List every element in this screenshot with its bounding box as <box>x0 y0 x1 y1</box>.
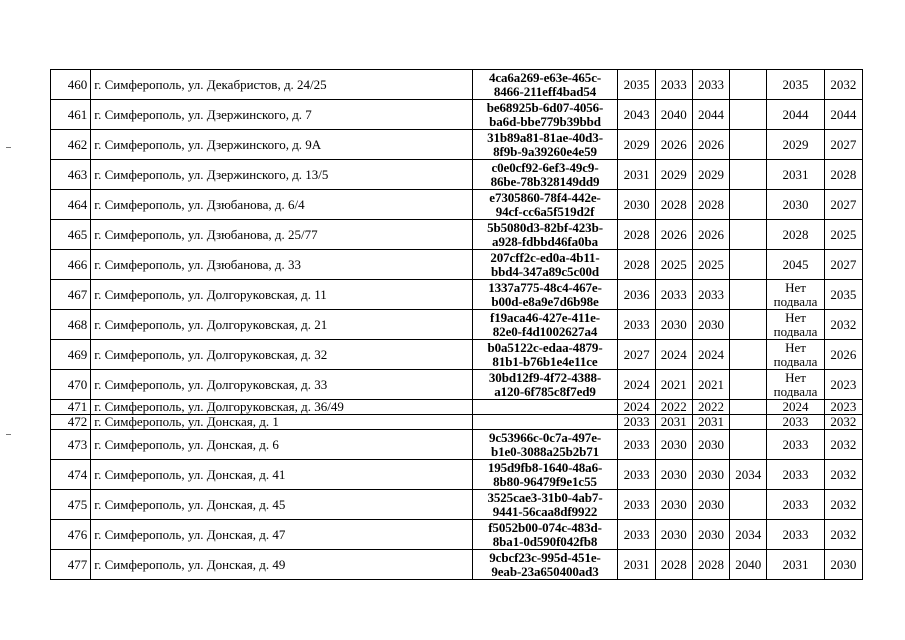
year-cell: 2026 <box>692 130 729 160</box>
basement-year-cell <box>767 220 824 250</box>
year-cell: 2031 <box>692 415 729 430</box>
row-number-cell: 462 <box>51 130 91 160</box>
year-cell <box>730 70 767 100</box>
year-cell: 2033 <box>618 520 655 550</box>
year-cell <box>730 250 767 280</box>
basement-year-cell-line: Нет <box>785 309 806 325</box>
year-cell: 2040 <box>655 100 692 130</box>
year-cell: 2026 <box>655 220 692 250</box>
address-cell: г. Симферополь, ул. Дзержинского, д. 7 <box>91 100 472 130</box>
table-row <box>51 130 863 160</box>
uid-cell <box>472 280 618 310</box>
uid-cell-line: 94cf-cc6a5f519d2f <box>495 203 595 219</box>
table-row <box>51 400 863 415</box>
basement-year-cell-line: 2030 <box>782 196 809 212</box>
year-cell: 2044 <box>692 100 729 130</box>
year-cell: 2040 <box>730 550 767 580</box>
basement-year-cell-line: 2045 <box>782 256 809 272</box>
basement-year-cell-line: подвала <box>773 323 818 339</box>
basement-year-cell-line: подвала <box>773 383 818 399</box>
basement-year-cell <box>767 490 824 520</box>
basement-year-cell <box>767 550 824 580</box>
uid-cell <box>472 310 618 340</box>
year-cell: 2035 <box>618 70 655 100</box>
year-cell: 2032 <box>824 70 862 100</box>
year-cell: 2026 <box>824 340 862 370</box>
address-cell: г. Симферополь, ул. Донская, д. 41 <box>91 460 472 490</box>
row-number-cell: 461 <box>51 100 91 130</box>
address-cell: г. Симферополь, ул. Дзюбанова, д. 25/77 <box>91 220 472 250</box>
year-cell <box>730 130 767 160</box>
year-cell: 2030 <box>692 460 729 490</box>
year-cell: 2030 <box>655 460 692 490</box>
year-cell <box>730 280 767 310</box>
address-cell: г. Симферополь, ул. Долгоруковская, д. 11 <box>91 280 472 310</box>
basement-year-cell <box>767 370 824 400</box>
basement-year-cell <box>767 100 824 130</box>
row-number-cell: 463 <box>51 160 91 190</box>
uid-cell <box>472 370 618 400</box>
basement-year-cell-line: 2033 <box>782 414 809 429</box>
address-cell: г. Симферополь, ул. Дзержинского, д. 9А <box>91 130 472 160</box>
margin-mark-top <box>6 147 11 148</box>
basement-year-cell <box>767 70 824 100</box>
registry-table <box>50 69 863 580</box>
uid-cell-line: 9cbcf23c-995d-451e- <box>489 549 601 565</box>
year-cell: 2025 <box>824 220 862 250</box>
row-number-cell: 477 <box>51 550 91 580</box>
basement-year-cell-line: Нет <box>785 369 806 385</box>
row-number-cell: 465 <box>51 220 91 250</box>
basement-year-cell-line: Нет <box>785 279 806 295</box>
uid-cell-line: 81b1-b76b1e4e11ce <box>492 353 598 369</box>
uid-cell-line: 8f9b-9a39260e4e59 <box>493 143 597 159</box>
table-row <box>51 220 863 250</box>
year-cell: 2026 <box>692 220 729 250</box>
year-cell: 2021 <box>655 370 692 400</box>
basement-year-cell <box>767 460 824 490</box>
uid-cell <box>472 340 618 370</box>
basement-year-cell <box>767 415 824 430</box>
year-cell: 2036 <box>618 280 655 310</box>
year-cell: 2033 <box>618 310 655 340</box>
year-cell: 2028 <box>618 220 655 250</box>
table-row <box>51 100 863 130</box>
year-cell: 2024 <box>618 370 655 400</box>
year-cell: 2027 <box>618 340 655 370</box>
year-cell: 2028 <box>618 250 655 280</box>
year-cell: 2027 <box>824 130 862 160</box>
uid-cell-line: e7305860-78f4-442e- <box>489 189 601 205</box>
year-cell: 2032 <box>824 310 862 340</box>
year-cell: 2022 <box>655 400 692 415</box>
year-cell: 2033 <box>655 280 692 310</box>
uid-cell-line: b00d-e8a9e7d6b98e <box>491 293 599 309</box>
year-cell: 2030 <box>692 430 729 460</box>
basement-year-cell-line: 2035 <box>782 76 809 92</box>
year-cell <box>730 400 767 415</box>
uid-cell-line: 8b80-96479f9e1c55 <box>493 473 597 489</box>
basement-year-cell <box>767 430 824 460</box>
address-cell: г. Симферополь, ул. Донская, д. 45 <box>91 490 472 520</box>
year-cell <box>730 340 767 370</box>
year-cell: 2028 <box>655 550 692 580</box>
address-cell: г. Симферополь, ул. Донская, д. 1 <box>91 415 472 430</box>
year-cell: 2035 <box>824 280 862 310</box>
uid-cell <box>472 490 618 520</box>
table-row <box>51 460 863 490</box>
year-cell: 2030 <box>655 520 692 550</box>
basement-year-cell <box>767 160 824 190</box>
basement-year-cell-line: 2033 <box>782 496 809 512</box>
table-row <box>51 190 863 220</box>
uid-cell <box>472 460 618 490</box>
uid-cell <box>472 190 618 220</box>
basement-year-cell-line: 2028 <box>782 226 809 242</box>
uid-cell-line: c0e0cf92-6ef3-49c9- <box>491 159 599 175</box>
table-row <box>51 370 863 400</box>
year-cell: 2029 <box>692 160 729 190</box>
year-cell: 2033 <box>692 280 729 310</box>
basement-year-cell-line: 2031 <box>782 166 809 182</box>
year-cell: 2026 <box>655 130 692 160</box>
year-cell <box>730 160 767 190</box>
uid-cell-line: 5b5080d3-82bf-423b- <box>487 219 603 235</box>
year-cell: 2030 <box>692 520 729 550</box>
basement-year-cell-line: 2033 <box>782 466 809 482</box>
year-cell: 2025 <box>692 250 729 280</box>
row-number-cell: 460 <box>51 70 91 100</box>
uid-cell-line: 9c53966c-0c7a-497e- <box>488 429 602 445</box>
year-cell: 2032 <box>824 415 862 430</box>
table-row <box>51 280 863 310</box>
year-cell: 2033 <box>618 460 655 490</box>
year-cell <box>730 100 767 130</box>
year-cell: 2030 <box>655 490 692 520</box>
year-cell: 2030 <box>655 430 692 460</box>
row-number-cell: 471 <box>51 400 91 415</box>
year-cell: 2025 <box>655 250 692 280</box>
uid-cell <box>472 130 618 160</box>
basement-year-cell <box>767 280 824 310</box>
year-cell: 2032 <box>824 430 862 460</box>
address-cell: г. Симферополь, ул. Донская, д. 49 <box>91 550 472 580</box>
year-cell: 2033 <box>618 415 655 430</box>
year-cell <box>730 490 767 520</box>
uid-cell <box>472 220 618 250</box>
address-cell: г. Симферополь, ул. Долгоруковская, д. 32 <box>91 340 472 370</box>
basement-year-cell-line: 2033 <box>782 526 809 542</box>
year-cell: 2033 <box>618 430 655 460</box>
year-cell: 2033 <box>655 70 692 100</box>
uid-cell-line: a120-6f785c8f7ed9 <box>494 383 596 399</box>
uid-cell <box>472 400 618 415</box>
year-cell: 2034 <box>730 460 767 490</box>
year-cell: 2029 <box>655 160 692 190</box>
year-cell <box>730 310 767 340</box>
uid-cell-line: 86be-78b328149dd9 <box>490 173 600 189</box>
row-number-cell: 475 <box>51 490 91 520</box>
address-cell: г. Симферополь, ул. Донская, д. 47 <box>91 520 472 550</box>
basement-year-cell-line: подвала <box>773 353 818 369</box>
uid-cell-line: f19aca46-427e-411e- <box>490 309 601 325</box>
address-cell: г. Симферополь, ул. Дзюбанова, д. 33 <box>91 250 472 280</box>
year-cell <box>730 430 767 460</box>
uid-cell-line: 8ba1-0d590f042fb8 <box>492 533 598 549</box>
registry-rows <box>51 70 863 580</box>
basement-year-cell <box>767 400 824 415</box>
row-number-cell: 474 <box>51 460 91 490</box>
address-cell: г. Симферополь, ул. Декабристов, д. 24/25 <box>91 70 472 100</box>
address-cell: г. Симферополь, ул. Дзержинского, д. 13/5 <box>91 160 472 190</box>
year-cell: 2030 <box>618 190 655 220</box>
basement-year-cell-line: Нет <box>785 339 806 355</box>
address-cell: г. Симферополь, ул. Дзюбанова, д. 6/4 <box>91 190 472 220</box>
table-row <box>51 520 863 550</box>
uid-cell-line: 9441-56caa8df9922 <box>492 503 598 519</box>
basement-year-cell-line: 2033 <box>782 436 809 452</box>
basement-year-cell <box>767 520 824 550</box>
uid-cell <box>472 550 618 580</box>
uid-cell-line: 3525cae3-31b0-4ab7- <box>487 489 603 505</box>
uid-cell <box>472 430 618 460</box>
uid-cell <box>472 160 618 190</box>
row-number-cell: 470 <box>51 370 91 400</box>
uid-cell-line: 31b89a81-81ae-40d3- <box>487 129 603 145</box>
uid-cell <box>472 100 618 130</box>
basement-year-cell-line: 2044 <box>782 106 809 122</box>
year-cell: 2027 <box>824 250 862 280</box>
year-cell: 2030 <box>824 550 862 580</box>
uid-cell-line: be68925b-6d07-4056- <box>486 99 604 115</box>
year-cell: 2030 <box>692 490 729 520</box>
year-cell: 2031 <box>618 160 655 190</box>
basement-year-cell <box>767 340 824 370</box>
year-cell: 2023 <box>824 370 862 400</box>
year-cell: 2021 <box>692 370 729 400</box>
year-cell: 2044 <box>824 100 862 130</box>
basement-year-cell <box>767 310 824 340</box>
uid-cell <box>472 520 618 550</box>
table-row <box>51 490 863 520</box>
table-row <box>51 160 863 190</box>
year-cell: 2034 <box>730 520 767 550</box>
uid-cell-line: f5052b00-074c-483d- <box>488 519 602 535</box>
uid-cell-line: 82e0-f4d1002627a4 <box>492 323 598 339</box>
uid-cell-line: ba6d-bbe779b39bbd <box>489 113 601 129</box>
year-cell: 2024 <box>655 340 692 370</box>
year-cell: 2030 <box>692 310 729 340</box>
row-number-cell: 476 <box>51 520 91 550</box>
uid-cell-line: 30bd12f9-4f72-4388- <box>488 369 602 385</box>
year-cell: 2033 <box>692 70 729 100</box>
table-row <box>51 550 863 580</box>
address-cell: г. Симферополь, ул. Долгоруковская, д. 36/49 <box>91 400 472 415</box>
year-cell <box>730 370 767 400</box>
year-cell: 2030 <box>655 310 692 340</box>
margin-mark-bottom <box>6 434 11 435</box>
address-cell: г. Симферополь, ул. Донская, д. 6 <box>91 430 472 460</box>
year-cell <box>730 415 767 430</box>
year-cell: 2028 <box>692 190 729 220</box>
table-row <box>51 430 863 460</box>
year-cell <box>730 220 767 250</box>
address-cell: г. Симферополь, ул. Долгоруковская, д. 21 <box>91 310 472 340</box>
basement-year-cell <box>767 130 824 160</box>
year-cell: 2031 <box>655 415 692 430</box>
uid-cell-line: b1e0-3088a25b2b71 <box>490 443 600 459</box>
year-cell: 2024 <box>618 400 655 415</box>
table-row <box>51 70 863 100</box>
year-cell: 2028 <box>824 160 862 190</box>
row-number-cell: 466 <box>51 250 91 280</box>
uid-cell-line: b0a5122c-edaa-4879- <box>487 339 603 355</box>
year-cell: 2032 <box>824 460 862 490</box>
uid-cell-line: bbd4-347a89c5c00d <box>490 263 600 279</box>
year-cell: 2029 <box>618 130 655 160</box>
year-cell: 2031 <box>618 550 655 580</box>
year-cell: 2022 <box>692 400 729 415</box>
uid-cell-line: 195d9fb8-1640-48a6- <box>487 459 603 475</box>
row-number-cell: 469 <box>51 340 91 370</box>
table-row <box>51 250 863 280</box>
row-number-cell: 473 <box>51 430 91 460</box>
year-cell: 2032 <box>824 490 862 520</box>
uid-cell <box>472 250 618 280</box>
uid-cell-line: 1337a775-48c4-467e- <box>488 279 602 295</box>
uid-cell <box>472 70 618 100</box>
row-number-cell: 464 <box>51 190 91 220</box>
basement-year-cell-line: 2031 <box>782 556 809 572</box>
basement-year-cell-line: 2024 <box>782 399 809 414</box>
uid-cell <box>472 415 618 430</box>
table-row <box>51 310 863 340</box>
uid-cell-line: 207cff2c-ed0a-4b11- <box>490 249 600 265</box>
year-cell <box>730 190 767 220</box>
table-row <box>51 415 863 430</box>
basement-year-cell-line: 2029 <box>782 136 809 152</box>
year-cell: 2028 <box>655 190 692 220</box>
uid-cell-line: 4ca6a269-e63e-465c- <box>488 69 602 85</box>
uid-cell-line: 8466-211eff4bad54 <box>493 83 597 99</box>
basement-year-cell <box>767 190 824 220</box>
row-number-cell: 472 <box>51 415 91 430</box>
year-cell: 2043 <box>618 100 655 130</box>
row-number-cell: 468 <box>51 310 91 340</box>
year-cell: 2024 <box>692 340 729 370</box>
table-row <box>51 340 863 370</box>
row-number-cell: 467 <box>51 280 91 310</box>
uid-cell-line: 9eab-23a650400ad3 <box>491 563 599 579</box>
year-cell: 2028 <box>692 550 729 580</box>
year-cell: 2027 <box>824 190 862 220</box>
year-cell: 2033 <box>618 490 655 520</box>
year-cell: 2032 <box>824 520 862 550</box>
address-cell: г. Симферополь, ул. Долгоруковская, д. 33 <box>91 370 472 400</box>
basement-year-cell <box>767 250 824 280</box>
basement-year-cell-line: подвала <box>773 293 818 309</box>
uid-cell-line: a928-fdbbd46fa0ba <box>492 233 598 249</box>
year-cell: 2023 <box>824 400 862 415</box>
